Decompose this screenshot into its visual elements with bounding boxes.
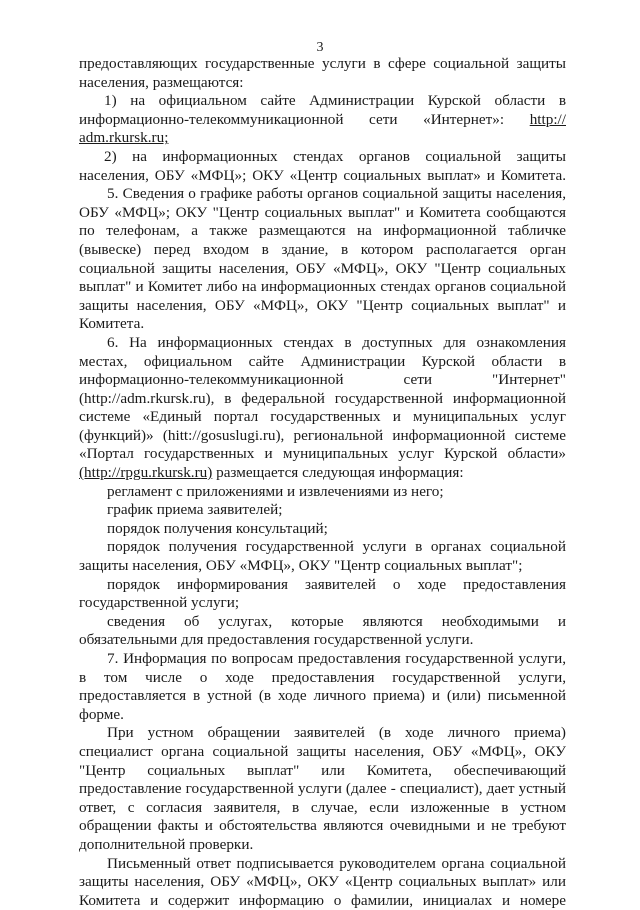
text-line: в том числе о ходе предоставления государственной услуги,	[79, 668, 566, 686]
text-line: информационно-телекоммуникационной сети «Интернет»: http://	[79, 110, 566, 128]
text-line: "Центр социальных выплат" или Комитета, обеспечивающий	[79, 761, 566, 779]
text-line: 2) на информационных стендах органов социальной защиты	[104, 147, 566, 165]
page-number: 3	[316, 40, 324, 55]
text-line	[79, 129, 566, 148]
text-line: сведения об услугах, которые являются необходимыми и	[107, 612, 566, 630]
text-line: предоставление государственной услуги (далее - специалист), дает устный	[79, 780, 566, 798]
url-link[interactable]: http://	[529, 110, 566, 128]
text-line: (вывеске) перед входом в здание, в котором располагается орган	[79, 240, 566, 258]
url-link[interactable]: adm.rkursk.ru;	[79, 129, 169, 147]
text-line: по телефонам, а также размещаются на информационной табличке	[79, 222, 566, 240]
text-line: защиты населения, ОБУ «МФЦ», ОКУ "Центр социальных выплат" и	[79, 296, 566, 314]
text-line: системе «Единый портал государственных и муниципальных услуг	[79, 408, 566, 426]
text-line: социальной защиты населения, ОБУ «МФЦ», ОКУ "Центр социальных	[79, 259, 566, 277]
url-link[interactable]: (http://rpgu.rkursk.ru)	[79, 464, 213, 482]
text-line: (функций)» (hitt://gosuslugi.ru), региональной информационной системе	[79, 426, 566, 444]
text-line: порядок информирования заявителей о ходе предоставления	[107, 575, 566, 593]
text-line: местах, официальном сайте Администрации Курской области в	[79, 352, 566, 370]
text-line: предоставляется в устной (в ходе личного приема) и (или) письменной	[79, 687, 566, 705]
text-line: обязательными для предоставления государственной услуги.	[79, 631, 474, 649]
text-line: «Портал государственных и муниципальных услуг Курской области»	[79, 445, 566, 463]
document-body	[79, 55, 566, 910]
text-line: (http://adm.rkursk.ru), в федеральной государственной информационной	[79, 389, 566, 407]
text-line: При устном обращении заявителей (в ходе личного приема)	[107, 724, 566, 742]
text-line: ответ, с согласия заявителя, в случае, если изложенные в устном	[79, 798, 566, 816]
text-line: Письменный ответ подписывается руководителем органа социальной	[107, 854, 566, 872]
text-line: дополнительной проверки.	[79, 835, 254, 853]
text-line: защиты населения, ОБУ «МФЦ», ОКУ «Центр социальных выплат» или	[79, 873, 566, 891]
text-line: предоставляющих государственные услуги в сфере социальной защиты	[79, 55, 566, 72]
text-line: 7. Информация по вопросам предоставления государственной услуги,	[107, 650, 566, 667]
text-line: Комитета.	[79, 315, 145, 333]
text-line: специалист органа социальной защиты населения, ОБУ «МФЦ», ОКУ	[79, 742, 566, 760]
text-line: защиты населения, ОБУ «МФЦ», ОКУ "Центр социальных выплат";	[79, 557, 523, 575]
text-line: выплат" и Комитет либо на информационных стендах органов социальной	[79, 278, 566, 296]
text-line: регламент с приложениями и извлечениями из него;	[107, 482, 444, 500]
text-line: порядок получения государственной услуги в органах социальной	[107, 538, 566, 556]
text-line: форме.	[79, 705, 124, 723]
text-line: информационно-телекоммуникационной сети "Интернет"	[79, 371, 566, 389]
text-line: обращении факты и обстоятельства являются очевидными и не требуют	[79, 817, 566, 835]
text-line: график приема заявителей;	[107, 501, 283, 519]
text-line: 1) на официальном сайте Администрации Курской области в	[104, 92, 566, 110]
text-line: 5. Сведения о графике работы органов социальной защиты населения,	[107, 185, 566, 203]
text-line: государственной услуги;	[79, 594, 240, 612]
text-line: порядок получения консультаций;	[107, 519, 328, 537]
text-line: населения, размещаются:	[79, 73, 244, 91]
text-line: Комитета и содержит информацию о фамилии, инициалах и номере	[79, 891, 566, 909]
text-line: населения, ОБУ «МФЦ»; ОКУ «Центр социальных выплат» и Комитета.	[79, 166, 566, 184]
text-line: ОБУ «МФЦ»; ОКУ "Центр социальных выплат" и Комитета сообщаются	[79, 203, 566, 221]
text-line: 6. На информационных стендах в доступных для ознакомления	[107, 333, 566, 351]
text-line: (http://rpgu.rkursk.ru) размещается следующая информация:	[79, 464, 464, 482]
